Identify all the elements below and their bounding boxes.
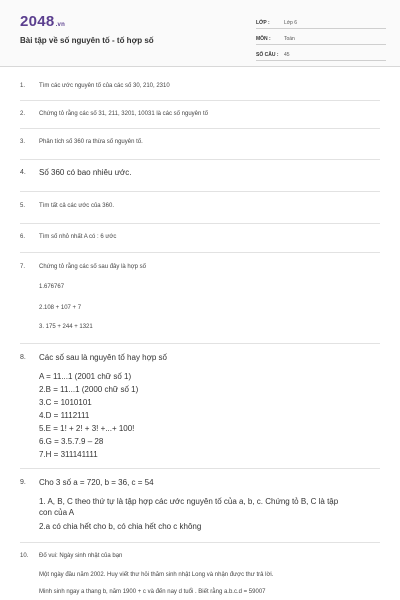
worksheet-title: Bài tập về số nguyên tố - tố hợp số [20, 36, 154, 45]
question-text: Đố vui: Ngày sinh nhật của bạn [39, 553, 123, 559]
divider [20, 128, 380, 129]
site-logo[interactable]: 2048.vn [20, 13, 66, 30]
divider [20, 100, 380, 101]
question-text: Số 360 có bao nhiêu ước. [39, 168, 132, 177]
sub-item: 4.D = 1112111 [39, 411, 90, 420]
sub-item: con của A [39, 508, 75, 517]
divider [20, 191, 380, 192]
question-text: Cho 3 số a = 720, b = 36, c = 54 [39, 478, 154, 487]
question-text: Các số sau là nguyên tố hay hợp số [39, 353, 167, 362]
sub-item: 3.C = 1010101 [39, 398, 92, 407]
sub-item: Minh sinh ngay a thang b, năm 1900 + c và đến nay d tuổi . Biết rằng a.b.c.d = 59007 [39, 589, 266, 595]
divider [20, 468, 380, 469]
sub-item: Một ngày đầu năm 2002. Huy viết thư hỏi thăm sinh nhật Long và nhận được thư trả lời. [39, 572, 274, 578]
question-text: Tìm tất cả các ước của 360. [39, 203, 114, 209]
question-number: 10. [20, 553, 29, 559]
divider [20, 343, 380, 344]
meta-row-subject: MÔN : Toán [256, 29, 386, 45]
question-text: Chứng tỏ rằng các số 31, 211, 3201, 10031 là các số nguyên tố [39, 111, 209, 117]
divider [20, 542, 380, 543]
sub-item: 3. 175 + 244 + 1321 [39, 324, 93, 330]
divider [20, 252, 380, 253]
worksheet-header [0, 0, 400, 67]
question-number: 6. [20, 234, 26, 240]
question-number: 3. [20, 139, 26, 145]
sub-item: 2.a có chia hết cho b, có chia hết cho c không [39, 522, 202, 531]
question-text: Tìm số nhỏ nhất A có : 6 ước [39, 234, 117, 240]
divider [20, 223, 380, 224]
meta-row-count: SỐ CÂU : 45 [256, 45, 386, 61]
question-number: 5. [20, 203, 26, 209]
question-number: 1. [20, 83, 26, 89]
sub-item: 1.676767 [39, 284, 65, 290]
question-number: 9. [20, 479, 26, 486]
worksheet-meta [256, 13, 386, 61]
meta-row-class: LỚP : Lớp 6 [256, 13, 386, 29]
sub-item: 7.H = 311141111 [39, 450, 98, 459]
sub-item: 2.108 + 107 + 7 [39, 305, 82, 311]
question-number: 4. [20, 169, 26, 176]
question-number: 8. [20, 354, 26, 361]
question-number: 2. [20, 111, 26, 117]
question-text: Tìm các ước nguyên tố của các số 30, 210, 2310 [39, 83, 170, 89]
sub-item: 6.G = 3.5.7.9 – 28 [39, 437, 104, 446]
divider [20, 159, 380, 160]
question-number: 7. [20, 264, 26, 270]
sub-item: 2.B = 11...1 (2000 chữ số 1) [39, 385, 139, 394]
sub-item: 5.E = 1! + 2! + 3! +...+ 100! [39, 424, 135, 433]
sub-item: A = 11...1 (2001 chữ số 1) [39, 372, 132, 381]
question-text: Chứng tỏ rằng các số sau đây là hợp số [39, 264, 147, 270]
question-text: Phân tích số 360 ra thừa số nguyên tố. [39, 139, 143, 145]
sub-item: 1. A, B, C theo thứ tự là tập hợp các ước nguyên tố của a, b, c. Chứng tỏ B, C là tập [39, 497, 339, 506]
